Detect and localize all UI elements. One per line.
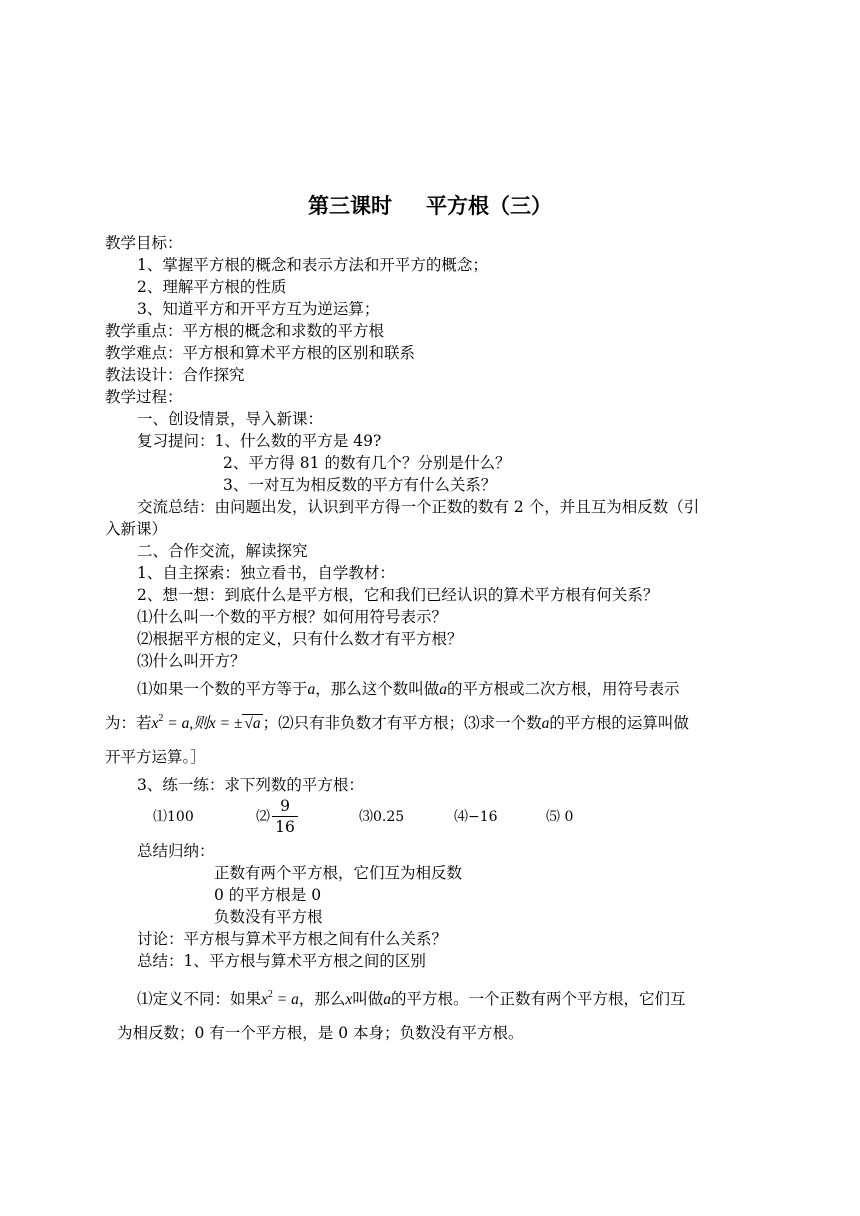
question-1: ⑴什么叫一个数的平方根？如何用符号表示？ [137, 608, 448, 626]
answer-line-1: ⑴如果一个数的平方等于a，那么这个数叫做a的平方根或二次方根，用符号表示 [137, 680, 680, 698]
variable-x: x [345, 991, 353, 1008]
definition-line-2: 为相反数；0 有一个平方根，是 0 本身；负数没有平方根。 [117, 1024, 524, 1042]
summary-item-2: 0 的平方根是 0 [214, 886, 322, 904]
answer-line-2: 为：若$x^2 = a$,则x = ± √a ；⑵只有非负数才有平方根；⑶求一个数a的平方根的运算叫做 [105, 713, 689, 732]
section-2-heading: 二、合作交流，解读探究 [137, 542, 308, 560]
summary-line-1: 交流总结：由问题出发，认识到平方得一个正数的数有 2 个，并且互为相反数（引 [137, 498, 700, 516]
difficulty: 教学难点：平方根和算术平方根的区别和联系 [105, 344, 416, 362]
objective-2: 2、理解平方根的性质 [137, 278, 287, 296]
question-2: ⑵根据平方根的定义，只有什么数才有平方根？ [137, 630, 463, 648]
title-part1: 第三课时 [308, 194, 392, 218]
objectives-heading: 教学目标： [105, 234, 183, 252]
variable-a: a [541, 715, 550, 732]
exercise-3: ⑶0.25 [359, 809, 405, 825]
exercise-1: ⑴100 [153, 809, 194, 825]
review-question-2: 2、平方得 81 的数有几个？分别是什么？ [223, 454, 511, 472]
objective-3: 3、知道平方和开平方互为逆运算； [137, 300, 380, 318]
fraction-9-16: $\frac{9}{16}$ [272, 796, 298, 837]
exercise-2-label: ⑵ [256, 809, 270, 825]
objective-1: 1、掌握平方根的概念和表示方法和开平方的概念； [137, 256, 488, 274]
summary-item-1: 正数有两个平方根，它们互为相反数 [214, 864, 463, 882]
key-point: 教学重点：平方根的概念和求数的平方根 [105, 322, 385, 340]
process-heading: 教学过程： [105, 388, 183, 406]
summary-line-2: 入新课） [105, 520, 168, 538]
sqrt-symbol: √a [244, 715, 261, 732]
variable-a: a [307, 681, 316, 698]
answer-line-3: 开平方运算。］ [105, 748, 206, 766]
question-3: ⑶什么叫开方？ [137, 652, 246, 670]
summary-heading: 总结归纳： [137, 842, 215, 860]
definition-line-1: ⑴定义不同：如果$x^2 = a$，那么x叫做a的平方根。一个正数有两个平方根，它们互 [137, 989, 686, 1008]
section-1-heading: 一、创设情景，导入新课： [137, 410, 324, 428]
conclusion: 总结：1、平方根与算术平方根之间的区别 [137, 952, 426, 970]
variable-a: a [439, 681, 448, 698]
step-3: 3、练一练：求下列数的平方根： [137, 776, 364, 794]
summary-item-3: 负数没有平方根 [214, 908, 323, 926]
step-2: 2、想一想：到底什么是平方根，它和我们已经认识的算术平方根有何关系？ [137, 586, 659, 604]
exercise-4: ⑷−16 [454, 809, 498, 825]
review-question-1: 复习提问：1、什么数的平方是 49? [137, 432, 382, 450]
formula: $x^2 = a$ [261, 989, 299, 1008]
title-part2: 平方根（三） [426, 194, 552, 218]
exercise-5: ⑸ 0 [546, 809, 574, 825]
discussion: 讨论：平方根与算术平方根之间有什么关系？ [137, 930, 448, 948]
lesson-title [0, 192, 860, 220]
step-1: 1、自主探索：独立看书，自学教材： [137, 564, 395, 582]
teaching-method: 教法设计：合作探究 [105, 366, 245, 384]
review-question-3: 3、一对互为相反数的平方有什么关系？ [223, 476, 497, 494]
formula: $x^2 = a$,则x = ± √a [151, 713, 261, 732]
variable-a: a [383, 991, 392, 1008]
